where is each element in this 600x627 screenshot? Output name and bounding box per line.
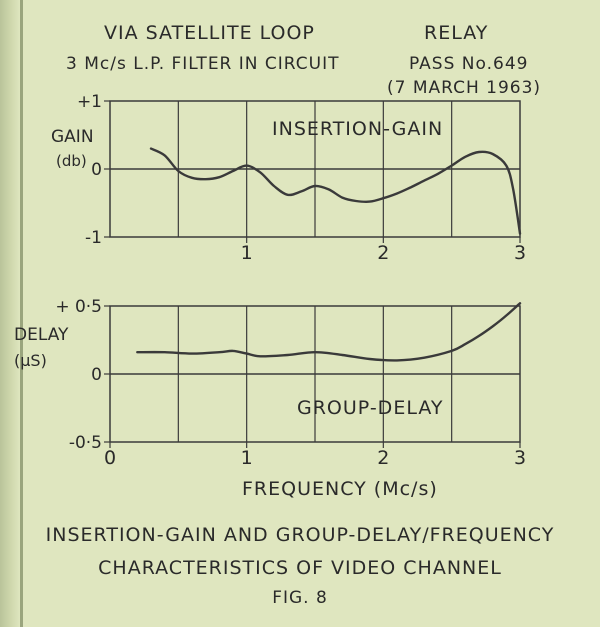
- delay-y-tick-label: -0·5: [68, 433, 102, 453]
- gain-y-tick-label: -1: [85, 228, 102, 248]
- header-left-line2: 3 Mc/s L.P. FILTER IN CIRCUIT: [66, 54, 340, 74]
- caption-line1: INSERTION-GAIN AND GROUP-DELAY/FREQUENCY: [45, 524, 555, 546]
- delay-series-line: [137, 303, 520, 360]
- delay-x-tick-label: 3: [513, 447, 527, 469]
- header-right-line1: RELAY: [424, 22, 489, 44]
- caption-line2: CHARACTERISTICS OF VIDEO CHANNEL: [98, 557, 502, 579]
- gain-y-tick-label: 0: [91, 160, 102, 180]
- gain-y-label-line2: (db): [56, 152, 87, 170]
- delay-y-ticks: [55, 297, 110, 453]
- gain-series-line: [151, 149, 520, 234]
- gain-chart: [51, 92, 526, 264]
- gain-x-tick-label: 3: [513, 242, 527, 264]
- delay-y-label-line1: DELAY: [14, 325, 69, 345]
- frequency-axis-label: FREQUENCY (Mc/s): [242, 478, 438, 500]
- delay-y-label-line2: (µS): [14, 351, 47, 370]
- delay-chart-title: GROUP-DELAY: [297, 397, 444, 419]
- gain-chart-title: INSERTION-GAIN: [272, 118, 444, 140]
- gain-x-tick-label: 1: [240, 242, 253, 264]
- header-right-line3: (7 MARCH 1963): [387, 78, 542, 98]
- gain-y-tick-label: +1: [76, 92, 102, 112]
- header-right-line2: PASS No.649: [409, 54, 529, 74]
- figure-number: FIG. 8: [272, 588, 328, 608]
- delay-x-tick-label: 0: [103, 447, 117, 469]
- delay-y-tick-label: + 0·5: [55, 297, 102, 317]
- delay-y-tick-label: 0: [91, 365, 102, 385]
- delay-x-tick-label: 1: [240, 447, 253, 469]
- gain-y-ticks: [77, 92, 110, 248]
- header-left-line1: VIA SATELLITE LOOP: [104, 22, 315, 44]
- delay-x-tick-label: 2: [377, 447, 390, 469]
- gain-x-tick-label: 2: [377, 242, 390, 264]
- gain-y-label-line1: GAIN: [51, 127, 94, 147]
- delay-chart: [14, 297, 526, 500]
- delay-x-ticks: [104, 442, 526, 469]
- gain-x-ticks: [241, 237, 526, 264]
